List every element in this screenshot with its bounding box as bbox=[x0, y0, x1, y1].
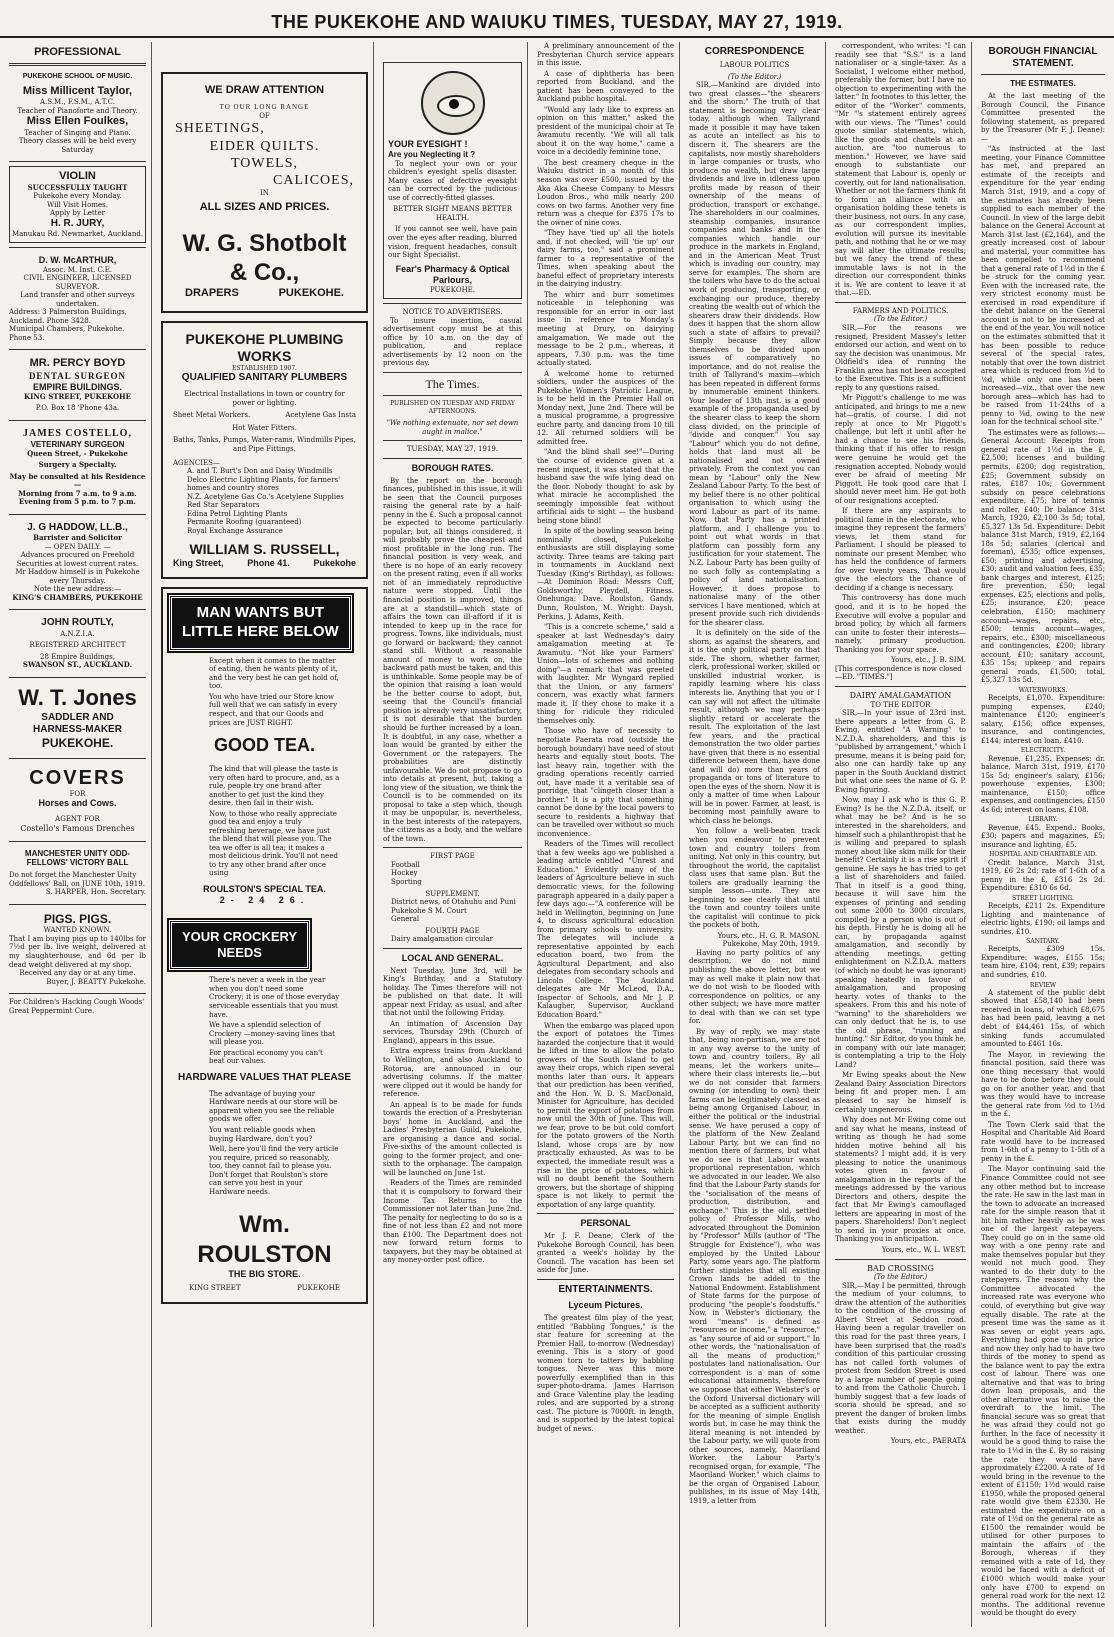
supplement-item: General bbox=[391, 915, 420, 924]
entertainments-title: ENTERTAINMENTS. bbox=[558, 1283, 653, 1295]
news-paragraph: When the embargo was placed upon the export of potatoes the Times hazarded the conjecture that it would be lifted in time to allow the potato growers of the South Island to get away their crops, which ripen several months later than ours. It appears that our prediction has been verified, and the Hon. W. D. S. MacDonald, Minister for Agriculture, has decided to permit the export of potatoes from now until the 30th of June. This will, we fear, prove to be but cold comfort for the potato growers of the North Island, whose crops are by now practically exhausted. As was to be expected, the immediate result was a rise in the price of potatoes, which will no doubt benefit the Southern growers, but the shortage of shipping space is not likely to permit the exportation of any large quantity. bbox=[537, 1021, 674, 1209]
notice-body: To insure insertion, casual advertisement copy must be at this office by 10 a.m. on the day of publication, and replace advertisements by 12 noon on the previous day. bbox=[383, 316, 522, 368]
eyesight-text: If you cannot see well, have pain over the eyes after reading, blurred vision, frequent headaches, consult our Sight Specialist. bbox=[388, 225, 517, 260]
lawyer-role: Barrister and Solicitor bbox=[33, 533, 122, 543]
vet-line: Morning from 7 a.m. to 9 a.m. bbox=[18, 488, 137, 498]
finance-subhead: HOSPITAL AND CHARITABLE AID. bbox=[989, 851, 1097, 859]
eyesight-subtitle: Are you Neglecting it ? bbox=[388, 149, 476, 159]
teacher-role: Teacher of Singing and Piano. bbox=[24, 128, 131, 137]
vet-specialty: Surgery a Specialty. bbox=[38, 460, 117, 470]
letter-paragraph: Why does not Mr Ewing come out and say what he means, instead of writing as though he had some hidden motive behind all his statements? I might add, it is very pleasing to notice the unanimous votes given in favour of amalgamation in the reports of the meetings addressed by the various Directors and others, despite the fact that Mr Ewing's camouflaged letters are appearing in most of the papers. Shareholders! Don't neglect to send in your proxies at once. Thanking you in anticipation. bbox=[835, 1116, 966, 1244]
tea-title: GOOD TEA. bbox=[213, 735, 315, 756]
supplement-item: Pukekohe S M. Court bbox=[391, 906, 467, 915]
engineer-line: Municipal Chambers, Pukekohe. Phone 53. bbox=[9, 325, 125, 342]
finance-paragraph: The Town Clerk said that the Hospital and Charitable Aid Board rate would have to be increased from 1-6th of a penny to 1-5th of a penny in the £. bbox=[981, 1120, 1105, 1163]
engineer-line: Land transfer and other surveys undertaken. bbox=[20, 291, 135, 308]
mcarthur-card bbox=[9, 252, 146, 346]
editor-note: [This correspondence is now closed —ED. "TIMES."] bbox=[835, 664, 962, 682]
drapers-item: EIDER QUILTS. bbox=[209, 138, 320, 154]
letter-paragraph: This controversy has done much good, and it is to be hoped the Executive will evolve a popular and broad policy, by which all farmers can unite to foster their interests—namely, primary production. Thanking you for your space. bbox=[835, 594, 966, 654]
roulston-town: PUKEKOHE bbox=[297, 1283, 340, 1292]
news-paragraph: Readers of the Times will recollect that a few weeks ago we published a leading article entitled "Unrest and Education." Evidently many of the leaders of Agriculture believe in such democratic views, for the following paragraph appeared in a daily paper a few days ago:—"A conference will be held in Wellington, beginning on June 4, to discuss agricultural education from primary schools to university. The delegates will include a representative appointed by each education board, two from the Agricultural Department, and also delegates from secondary schools and Lincoln College. The Auckland delegates are Mr McLeod, D.A., Inspector of Schools, and Mr J. P. Kalaugher, Supervisor, Auckland Education Board." bbox=[537, 840, 674, 1019]
engineer-line: Address: 3 Palmerston Buildings, Auckland. Phone 3428. bbox=[9, 308, 127, 325]
finance-subhead: SANITARY. bbox=[1026, 938, 1060, 946]
pigs-buyer: Buyer, J. BEATTY Pukekohe. bbox=[46, 977, 146, 986]
times-date: TUESDAY, MAY 27, 1919. bbox=[406, 445, 499, 454]
plumbing-footer bbox=[173, 558, 356, 569]
lawyer-line: Advances procured on Freehold Securities at lowest current rates. bbox=[16, 551, 139, 568]
vet-address: Queen Street, - Pukekohe bbox=[27, 448, 128, 458]
finance-paragraph: "As instructed at the last meeting, your Finance Committee has met, and prepared an estimate of the receipts and expenditure for the year ending March 31st, 1919, and a copy of the estimates has already been supplied to each member of the Council. In view of the large debit balance on the General Account at March 31st last (£2,164), and the greatly increased cost of labour and material, your committee has been compelled to recommend that a general rate of 1½d in the £ be struck for the coming year. Even with the increased rate, the very strictest economy must be exercised in road expenditure if the debit balance on the General account is not to be increased at the end of the year. You will notice on the estimates submitted that it has been possible to reduce several of the special rates, notably that over the town district area which is reduced from ½d to ⅛d, while only one has been increased—viz., that over the new borough area—which has had to be raised from 11-24ths of a penny to ⅛d, owing to the new loan for the technical school site." bbox=[981, 145, 1105, 427]
firstpage-item: Sporting bbox=[391, 878, 422, 886]
notice-title: NOTICE TO ADVERTISERS. bbox=[402, 308, 503, 317]
drapers-line: ALL SIZES AND PRICES. bbox=[199, 201, 330, 214]
rates-title: BOROUGH RATES. bbox=[411, 462, 494, 473]
manwants-line: LITTLE HERE BELOW bbox=[182, 623, 339, 641]
eyesight-ad bbox=[383, 62, 522, 299]
tea-text: Now, to those who really appreciate good tea and enjoy a truly refreshing beverage, we have just the blend that will please you. The tea we offer is all tea; it makes a most delicious drink. You'll not need to try any other brand after once using bbox=[209, 809, 338, 878]
architect-quals: A.N.Z.I.A. bbox=[60, 629, 95, 638]
firstpage-list bbox=[383, 861, 522, 887]
letter-paragraph: You follow a well-beaten track when you endeavour to prevent town and country toilers from uniting. Not only in this country, but throughout the world, the capitalist class uses that same plan. But the toilers are gradually learning the simple lesson—unite. They are beginning to see clearly that until the town and country toilers unite the capitalist will continue to pick the pockets of both. bbox=[689, 827, 820, 930]
architect-role: REGISTERED ARCHITECT bbox=[29, 641, 126, 650]
letter-to: TO THE EDITOR bbox=[870, 700, 931, 709]
lawyer-name: J. G HADDOW, LL.B., bbox=[27, 521, 128, 533]
finance-subtitle: THE ESTIMATES. bbox=[1010, 79, 1076, 89]
plumbing-line: Baths, Tanks, Pumps, Water-rams, Windmills Pipes, and Pipe Fittings. bbox=[173, 436, 356, 453]
finance-paragraph: A statement of the public debt showed that £58,140 had been received in loans, of which £8,675 has had been paid, leaving a net debt of £44,461 15s, of which sinking funds accumulated amounted to £461 16s. bbox=[981, 988, 1105, 1049]
letter-paragraph: SIR,—For the reasons we resigned, President Massey's letter endorsed our action, and went on to say the decision was unanimous. Mr Oldfield's idea of running the Franklin area has not been accepted to the Executive. This is a sufficient reply to any questions raised. bbox=[835, 324, 966, 392]
letter-heading: DAIRY AMALGAMATION bbox=[849, 690, 952, 700]
news-paragraph: The best creamery cheque in the Waiuku district in a month of this season was over £500, issued by the Aka Aka Cheese Company to Messrs Loudon Bros., who milk nearly 200 cows on two farms. Another very fine return was a cheque for £375 17s to the owner of nine cows. bbox=[537, 158, 674, 227]
news-paragraph: The whirr and burr sometimes noticeable in telephoning was responsible for an error in our last issue in reference to Monday's meeting at Drury, on dairying amalgamation. We made out the message to be 2 p.m., whereas, it appears, 7.30 p.m. was the time actually stated. bbox=[537, 290, 674, 368]
pigs-body: That I am buying pigs up to 140lbs for 7½d per lb. live weight, delivered at my slaughterhouse, and 6d per lb dead weight delivered at my shop. bbox=[9, 934, 146, 969]
correspondence-title: CORRESPONDENCE bbox=[704, 46, 805, 57]
lawyer-line: Mr Haddow himself is in Pukekohe every Thursday. bbox=[15, 568, 140, 585]
plumbing-town: Pukekohe bbox=[313, 558, 356, 569]
covers-title: COVERS bbox=[29, 766, 126, 789]
crockery-heading bbox=[169, 920, 310, 971]
plumbing-owner: WILLIAM S. RUSSELL, bbox=[189, 541, 340, 558]
saddler-line: SADDLER AND bbox=[41, 711, 114, 723]
school-note: Theory classes will be held every Saturday bbox=[18, 137, 137, 154]
letter-signature: Yours, etc., W. L. WEST. bbox=[881, 1246, 966, 1254]
manwants-line: MAN WANTS BUT bbox=[196, 604, 325, 622]
section-heading: PROFESSIONAL bbox=[34, 46, 121, 58]
boyd-card bbox=[9, 354, 146, 415]
eyesight-text: To neglect your own or your children's eyesight spells disaster. Many cases of defective eyesight can be corrected by the judicious use of correctly-fitted glasses. bbox=[388, 159, 517, 202]
covers-for: FOR bbox=[69, 789, 86, 798]
personal-title: PERSONAL bbox=[580, 1218, 631, 1229]
drapers-line: TO OUR LONG RANGE bbox=[219, 103, 310, 112]
letter-paragraph: Now, may I ask who is this G. P. Ewing? Is he the N.Z.D.A. itself, or what may he be? And is he so interested in the shareholders, and himself such a philanthropist that he is willing and prepared to splash money about like skim milk for their benefit? Certainly it is a rise spirit if genuine. He says he has tried to get a list of shareholders and failed. That in itself is a good thing, because it will save him the expenses of printing and sending out some 2000 to 3000 circulars, compiled by a person who is out of his depth. Firstly he is doing all he can, by propaganda against amalgamation, and secondly by attending meetings, getting enlightenment on N.Z.D.A. matters (of which no doubt he was ignorant) speaking heatedly in favour of amalgamation, and proposing hearty votes of thanks to the speakers. From this and his note of "warning" to the shareholders we can only deduct that he is, to use the old phrase, "running and hunting." Sir Editor, do you think he, in company with our late manager, is contemplating a trip to the Holy Land? bbox=[835, 796, 966, 1069]
dentist-name: MR. PERCY BOYD bbox=[29, 357, 126, 370]
fourthpage-item: Dairy amalgamation circular bbox=[391, 935, 493, 944]
engineer-name: D. W. McARTHUR, bbox=[38, 254, 117, 265]
architect-address: 28 Empire Buildings, bbox=[40, 652, 115, 661]
plumbing-ad bbox=[161, 321, 368, 580]
footer-ad: For Children's Hacking Cough Woods' Great Peppermint Cure. bbox=[9, 998, 145, 1015]
manwants-heading bbox=[169, 595, 352, 651]
plumbing-phone: Phone 41. bbox=[247, 558, 290, 569]
letter-to: (To the Editor.) bbox=[873, 1273, 928, 1282]
pigs-wanted: WANTED KNOWN. bbox=[43, 926, 112, 935]
finance-paragraph: Credit balance, March 31st, 1919, £6 2s 2d; rate of 1-6th of a penny in the £, £316 2s 2d. Expenditure: £310 6s 6d. bbox=[981, 858, 1105, 893]
plumbing-agencies: AGENCIES— bbox=[173, 458, 220, 467]
lawyer-line: KING'S CHAMBERS, PUKEKOHE bbox=[12, 592, 143, 602]
news-paragraph: A preliminary announcement of the Presbyterian Church service appears in this issue. bbox=[537, 42, 674, 68]
crockery-line: YOUR CROCKERY bbox=[182, 928, 298, 944]
agency-item: Permanite Roofing (guaranteed) bbox=[187, 518, 302, 527]
agency-item: Royal Exchange Assurance bbox=[187, 526, 283, 535]
letter-heading: LABOUR POLITICS bbox=[719, 61, 790, 70]
finance-paragraph: Receipts, £211 2s. Expenditure Lighting and maintenance of electric lights, £190; oil lamps and sundries, £10. bbox=[981, 901, 1105, 936]
violin-line: Pukekohe every Monday. bbox=[33, 192, 122, 201]
saddler-line: PUKEKOHE. bbox=[41, 735, 114, 750]
finance-subhead: WATERWORKS. bbox=[1018, 686, 1068, 694]
tea-special: ROULSTON'S SPECIAL TEA. bbox=[203, 883, 326, 894]
news-paragraph: "This is a concrete scheme," said a speaker at last Wednesday's dairy amalgamation meeting at Te Awamutu. "Not like your Farmers' Union—lots of schemes and nothing doing"—a remark that was greeted with laughter. Mr Wyngard replied that the Union, or any farmers' concern, was exactly what farmers made it. If they chose to make it a thing for ridicule they ridiculed themselves only. bbox=[537, 623, 674, 725]
dentist-street: KING STREET, PUKEKOHE bbox=[24, 391, 131, 401]
eye-icon bbox=[421, 71, 485, 135]
news-paragraph: "And the blind shall see!"—During the course of evidence given at a recent inquest, it was stated that the husband saw the wife lying dead on the floor. Nobody thought to ask by what miracle he accomplished the seemingly impossible feat without artificial aids to sight — the husband being stone blind! bbox=[537, 448, 674, 525]
letter-signature: Yours, etc., H. G. R. MASON. Pukekohe, May 20th, 1919. bbox=[717, 931, 820, 949]
plumbing-sub: QUALIFIED SANITARY PLUMBERS bbox=[181, 372, 348, 384]
plumbing-title: PUKEKOHE PLUMBING WORKS bbox=[185, 330, 344, 364]
plumbing-agency-list bbox=[173, 467, 356, 535]
agency-item: Edina Petrol Lighting Plants bbox=[187, 509, 288, 518]
hardware-text: You want reliable goods when buying Hardware, don't you? bbox=[209, 1126, 316, 1143]
eyesight-motto: BETTER SIGHT MEANS BETTER HEALTH. bbox=[392, 205, 513, 222]
dentist-place: EMPIRE BUILDINGS. bbox=[32, 381, 122, 392]
roulston-street: KING STREET bbox=[189, 1283, 241, 1292]
manchester-card bbox=[9, 846, 146, 900]
manwants-text: You who have tried our Store know full well that we can satisfy in every respect, and that our Goods and prices are JUST RIGHT. bbox=[209, 692, 338, 727]
letter-paragraph: Mr Piggott's challenge to me was anticipated, and brings to me a new hat—gratis, of course. I did not reply at once to Mr Piggott's challenge, but left it until after he had a chance to see his friends, thinking that if his offer to resign were genuine he would get the resignation accepted. Nobody would ever be afraid of meeting Mr Piggott. He took good care that I should never meet him. He got both of our resignations accepted. bbox=[835, 394, 966, 505]
finance-subhead: ELECTRICITY. bbox=[1020, 747, 1066, 755]
drapers-line: IN bbox=[260, 188, 269, 197]
vet-line: May be consulted at his Residence— bbox=[9, 471, 146, 490]
finance-title: BOROUGH FINANCIAL STATEMENT. bbox=[988, 46, 1098, 70]
violin-teacher: H. R. JURY, bbox=[50, 217, 105, 229]
letter-heading: BAD CROSSING bbox=[867, 1263, 934, 1273]
rates-text: By the report on the borough finances, published in this issue, it will be seen that the Council purposes raising the general rate by a half-penny in the £. Such a proposal cannot be expected to become particularly popular; but, all things considered, it will probably prove the cheapest and most profitable in the long run. The financial position is very weak, and there is no hope of an early recovery on the present rating, even if all works not of an immediately reproductive nature were stopped. Until the financial position is improved, things are at a standstill—which state of affairs the town can ill-afford if it is intended to keep up in the race for progress. Towns, like individuals, must go forward or backward; they cannot stand still. Without a reasonable amount of money to work on, the backward path must be taken, and this is unthinkable. Some people may be of the opinion that raising a loan would be the better course to adopt, but, seeing that the Council's financial position is already very unsatisfactory, it is not desirable that the burden should be further increased by a loan. It is doubtful, in any case, whether a loan would be granted by either the Government or the ratepayers. The probabilities are distinctly unfavourable. We do not propose to go into details at present, but, taking a long view of the situation, we think the Council is to be commended on its proposal to take a step which, though it may be unpopular, is, nevertheless, in the best interests of the ratepayers, the citizens as a body, and the welfare of the town. bbox=[383, 476, 522, 843]
agency-item: Delco Electric Lighting Plants, for farmers' homes and country stores bbox=[187, 475, 341, 493]
letter-paragraph: If there are any aspirants to political fame in the electorate, who imagine they represent the farmers' views, let them stand for Parliament. I should be pleased to nominate our present Member, who has held the confidence of farmers for over twenty years. That would give the electors the chance of deciding if a change is necessary. bbox=[835, 507, 966, 592]
lawyer-open: — OPEN DAILY. — bbox=[44, 542, 111, 551]
lyceum-title: Lyceum Pictures. bbox=[568, 1300, 643, 1310]
architect-name: JOHN ROUTLY, bbox=[41, 617, 114, 629]
finance-paragraph: Receipts, £309 15s. Expenditure: wages, £155 15s; team hire, £104; rent, £39; repairs and sundries, £10. bbox=[981, 945, 1105, 979]
column-editorial bbox=[378, 42, 528, 1627]
vet-line: Evening from 5 p.m. to 7 p.m. bbox=[19, 497, 136, 507]
news-paragraph: "They have 'tied up' all the hotels and, if not checked, will 'tie up' our dairy farms, too," said a prominent farmer to a representative of the Times, when speaking about the baneful effect of proprietary interests in the dairying industry. bbox=[537, 229, 674, 289]
dentist-box: P.O. Box 18 'Phone 43a. bbox=[35, 404, 120, 413]
finance-paragraph: Revenue, £45. Expend.: Books, £30; papers and magazines, £5; insurance and lighting, £5. bbox=[981, 823, 1105, 849]
drapers-item: SHEETINGS, bbox=[175, 121, 265, 137]
letter-to: (To the Editor.) bbox=[727, 72, 782, 81]
crockery-text: There's never a week in the year when you don't need some Crockery; it is one of those everyday serviceable essentials that you must have. bbox=[209, 976, 340, 1019]
finance-paragraph: The Mayor, in reviewing the financial position, said there was one thing necessary that would have to be done before they could go on for another year, and that was they would have to increase the general rate from ½d to 1½d in the £. bbox=[981, 1050, 1105, 1119]
covers-card bbox=[9, 763, 146, 837]
drapers-item: TOWELS, bbox=[230, 155, 298, 171]
local-paragraph: Extra express trains from Auckland to Wellington, and also Auckland to Rotorua, are announced in our advertising columns. If the matter were clipped out it would be handy for reference. bbox=[383, 1047, 522, 1099]
agency-item: A. and T. Burt's Don and Daisy Windmills bbox=[187, 467, 333, 476]
covers-sub: Horses and Cows. bbox=[38, 798, 117, 809]
jones-card bbox=[9, 682, 146, 754]
teacher-name: Miss Ellen Foulkes, bbox=[26, 115, 129, 128]
news-paragraph: "Would any lady like to express an opinion on this matter," asked the president of the municipal choir at Te Awamutu recently. "We will all talk about it on the way home," came a voice in a decidedly feminine tone. bbox=[537, 105, 674, 157]
news-paragraph: In spite of the bowling season being nominally closed, Pukekohe enthusiasts are still displaying some activity. Three teams are taking part in tournaments in Auckland next Tuesday (King's Birthday), as follows:—At Dominion Road: Messrs Cuff, Goldsworthy, Pleydell, Fitness. Onehunga: Dave. Roulston, Gandy, Dunn, Roulston, M. Wright: Daysh, Perkins, J. Adams, Keith. bbox=[537, 527, 674, 621]
supplement-list bbox=[383, 898, 522, 924]
violin-card bbox=[9, 166, 146, 242]
column-ads bbox=[156, 42, 374, 1627]
plumbing-street: King Street, bbox=[173, 558, 224, 569]
violin-line: Apply by Letter bbox=[49, 209, 105, 218]
covers-agent: AGENT FOR bbox=[55, 815, 100, 824]
agency-item: Red Star Separators bbox=[187, 501, 260, 510]
eyesight-title: YOUR EYESIGHT ! bbox=[388, 139, 468, 149]
plumbing-line: Electrical Installations in town or country for power or lighting. bbox=[184, 390, 345, 407]
entertainments-text: The greatest film play of the year, entitled "Babbling Tongues," is the star feature for screening at the Premier Hall, to-morrow (Wednesday) evening. This is a story of good women torn to tatters by babbling tongues. Never was this more powerfully exemplified than in this super-photo-drama. James Harrison and Grace Valentine play the leading roles, and are supported by a strong cast. The picture is 7000ft. in length, and is supported by the latest topical budget of news. bbox=[537, 1313, 674, 1433]
times-motto: "We nothing extenuate, nor set down aught in malice." bbox=[386, 419, 519, 436]
letter-paragraph: SIR,—In your issue of 23rd inst. there appears a letter from G. P. Ewing, entitled "A Warning" to N.Z.D.A. shareholders, and this is "published by arrangement," which I presume, means it is being paid for; also one can hardly take up any paper in the South Auckland district but what one sees the name of G. P. Ewing figuring. bbox=[835, 709, 966, 794]
pharmacy-name: Fear's Pharmacy & Optical Parlours, bbox=[395, 263, 510, 285]
column-finance bbox=[976, 42, 1110, 1627]
column-letters bbox=[830, 42, 972, 1627]
hardware-text: The advantage of buying your Hardware needs at our store will be apparent when you see the reliable goods we offer. bbox=[209, 1089, 338, 1124]
shotbolt-place: PUKEKOHE. bbox=[278, 287, 344, 300]
editor-reply: By way of reply, we may state that, being non-partisan, we are not in any way averse to the unity of town and country toilers. By all means, let the workers unite—where their class interests lie,—but we do not consider that farmers owning (or intending to own) their farms can be legitimately classed as being among Organised Labour, in either the political or the industrial sense. We have perused a copy of the platform of the New Zealand Labour Party, but we can find no mention there of farmers, but what we do see is that Labour wants proportional representation, which we advocated in our leader. We also find that the Labour Party stands for the "socialisation of the means of production, distribution, and exchange." This is the old, settled policy of Professor Mills, who advocated throughout the Dominion by "Professor" Mills (author of "The Struggle for Existence"), who was employed by the United Labour Party, some years ago. The platform further stipulates that all existing Crown lands be added to the National Endowment. Establishment of State farms for the purpose of producing "the people's foodstuffs." Now, in Webster's dictionary, the word "means" is defined as "resources or income," a "resource," as "any source of aid or support." In other words, the "nationalisation of all the means of production," postulates land nationalisation. Our correspondent is a man of some educational attainments, therefore we suppose that either Webster's or the Oxford Universal dictionary will be accepted as a sufficient authority for the meaning of simple English words but, in case he may think the literal meaning is not intended by the Labour party, we will quote from other sources, namely, Maoriland Worker, the Labour Party's recognised organ, for example, "The Maoriland Worker," which claims to be the organ of Organised Labour, publishes, in its issue of May 14th, 1919, a letter from bbox=[689, 1027, 820, 1505]
violin-title: VIOLIN bbox=[59, 170, 96, 183]
local-paragraph: An appeal is to be made for funds towards the erection of a Presbyterian boys' home in Auckland, and the Ladies' Presbyterian Guild, Pukekohe, are organising a dance and social. Five-sixths of the amount collected is going to the former project, and one-sixth to the orphanage. The campaign will be launched on June 1st. bbox=[383, 1100, 522, 1177]
shotbolt-name: W. G. Shotbolt & Co., bbox=[182, 229, 347, 286]
engineer-quals: Assoc. M. Inst. C.E. bbox=[42, 265, 113, 274]
crockery-text: We have a splendid selection of Crockery —money-saving lines that will please you. bbox=[209, 1021, 335, 1047]
haddow-card bbox=[9, 519, 146, 605]
teacher-name: Miss Millicent Taylor, bbox=[22, 84, 133, 97]
fourthpage-title: FOURTH PAGE bbox=[425, 926, 480, 935]
editor-reply: Having no party politics of any description, we do not mind publishing the above letter, but we may as well make it plain now that we do not wish to be flooded with correspondence on politics, or any other subject; we have more matter to deal with than we can set type for. bbox=[689, 948, 820, 1026]
shotbolt-role: DRAPERS bbox=[185, 287, 239, 300]
column-news bbox=[532, 42, 680, 1627]
fourthpage-list bbox=[383, 935, 522, 944]
engineer-role: CIVIL ENGINEER, LICENSED SURVEYOR. bbox=[23, 274, 132, 291]
firstpage-title: FIRST PAGE bbox=[430, 852, 475, 861]
supplement-title: SUPPLEMENT. bbox=[425, 889, 480, 898]
news-paragraph: A case of diphtheria has been reported from Buckland, and the patient has been conveyed to the Auckland public hospital. bbox=[537, 69, 674, 104]
letter-signature: Yours, etc., PAERATA bbox=[890, 1437, 966, 1446]
vet-name: JAMES COSTELLO, bbox=[23, 427, 132, 439]
finance-paragraph: At the last meeting of the Borough Council, the Finance Committee presented the following statement, as prepared by the Treasurer (Mr F. J. Deane):— bbox=[981, 92, 1105, 143]
firstpage-item: Hockey bbox=[391, 869, 418, 878]
firstpage-item: Football bbox=[391, 860, 420, 869]
violin-line: SUCCESSFULLY TAUGHT bbox=[27, 182, 128, 192]
plumbing-est: ESTABLISHED 1907. bbox=[232, 364, 297, 372]
letter-signature: Yours, etc., J. B. SIM. bbox=[891, 656, 966, 665]
vet-role: VETERINARY SURGEON bbox=[30, 440, 125, 449]
architect-city: SWANSON ST., AUCKLAND. bbox=[22, 660, 133, 670]
pigs-received: Received any day or at any time. bbox=[19, 969, 136, 978]
pigs-title: PIGS. PIGS. bbox=[43, 911, 112, 926]
hardware-title: HARDWARE VALUES THAT PLEASE bbox=[178, 1071, 351, 1083]
drapers-line: WE DRAW ATTENTION bbox=[204, 84, 325, 96]
finance-paragraph: Revenue, £1,235. Expenses: dr. balance, March 31st, 1919, £170 15s 5d; engineer's salary, £156; powerhouse expenses, £300; maintenance, £150; office expenses, and contingencies, £150 4s 6d; interest on loans, £108. bbox=[981, 754, 1105, 814]
supplement-item: District news, of Otahuhu and Puni bbox=[391, 898, 516, 907]
pigs-card bbox=[9, 909, 146, 989]
local-title: LOCAL AND GENERAL. bbox=[401, 952, 504, 963]
finance-subhead: REVIEW bbox=[1029, 981, 1057, 989]
agency-item: N.Z. Acetylene Gas Co.'s Acetylene Supplies bbox=[187, 492, 344, 501]
local-paragraph: An intimation of Ascension Day services, Thursday 29th (Church of England), appears in this issue. bbox=[383, 1019, 522, 1045]
local-paragraph: Readers of the Times are reminded that it is compulsory to forward their Income Tax Returns to the Commissioner not later than June 2nd. The penalty for neglecting to do so is a fine of not less than £2 and not more than £100. The Department does not now forward return forms to taxpayers, but they may be obtained at any money-order post office. bbox=[383, 1179, 522, 1265]
letter-paragraph: correspondent, who writes: "I can readily see that "S.S." is a land nationaliser or a single-taxer. As a Socialist, I welcome either method, preferably the former, but I have no objection to experimenting with the latter." In footnotes to this letter, the editor of the "Worker" comments, "Mr "'s statement entirely agrees with our views. The "Times" could quote similar statements, which, like the goods and chattels at an auction, are "too numerous to mention." However, we have said enough to substantiate our statement that Labour is, openly or covertly, out for land nationalisation. Whether or not the farmers think fit to form an alliance with an organisation holding these tenets is their business, not ours. In any case, as our correspondent implies, evolution will pursue its inevitable path, and nothing that he or we may say will alter the ultimate results; but we fancy the trend of these immutable laws is not in the direction our correspondent thinks it is. We are content to leave it at that.—ED. bbox=[835, 42, 966, 298]
costello-card bbox=[9, 425, 146, 510]
column-professional bbox=[4, 42, 152, 1627]
times-pub: PUBLISHED ON TUESDAY AND FRIDAY AFTERNOONS. bbox=[390, 400, 515, 415]
pharmacy-town: PUKEKOHE. bbox=[429, 285, 476, 294]
finance-subhead: STREET LIGHTING. bbox=[1012, 894, 1074, 902]
crockery-line: NEEDS bbox=[217, 945, 262, 961]
drapers-ad bbox=[161, 72, 368, 313]
manwants-text: Except when it comes to the matter of eating, then he wants plenty of it, and the very best he can get hold of, too. bbox=[209, 656, 339, 691]
column-correspondence bbox=[684, 42, 826, 1627]
hardware-text: Well, here you'll find the very article you require, priced so reasonably, too, they cannot fail to please you. Don't forget that Roulston's store can serve you best in your Hardware needs. bbox=[209, 1145, 339, 1196]
ball-signature: S. HARPER, Hon. Secretary. bbox=[45, 888, 146, 897]
news-paragraph: Those who have of necessity to negotiate Paerata road (outside the borough boundary) have need of stout hearts and equally stout boots. The last heavy rain, together with the grading operations recently carried out, have made it a veritable sea of porridge, that "clingeth closer than a brother." It is a pity that something cannot be done by the local powers to secure to residents a highway that can be travelled over without so much inconvenience. bbox=[537, 727, 674, 838]
finance-paragraph: The Mayor continuing said the Finance Committee could not see any other method but to increase the rate. He saw in the last man in the town to advocate an increased rate for the simple reason that it hit him rather heavily as he was one of the largest ratepayers. They could go on in the same old way with a one penny rate and make themselves popular but they would not much good. They wanted to do their duty to the ratepayers. The reason why the Committee advocated the increased rate was everyone who could, of everything but give way equally disable. The rate at the present time was the same as it was seven or eight years ago. Everything had gone up in price and now they only had to have two thirds of the money to spend as the balance went to pay the extra cost of labour. There was one alternative and that was to bring down loan proposals, and the other alternative was to raise the overdraft to the limit. The financial secure was so great that he was afraid they could not go further. In the face of necessity it would be a good thing to raise the rate to 1½d in the £. By so raising the rate they would have approximately £2200. A rate of 1d would bring in the revenue to the extent of £1150; 1½d would raise £1950, while the proposed general rate would give them £2330. He estimated the expenditure on a rate of 1½d on the general rate as £1500 the remainder would be utilised for other purposes to maintain the affairs of the Borough, whereas if they remained with a rate of 1d, they would be faced with a deficit of £1000 which would make your only have £700 to expend on general road work for the next 12 months. The additional revenue would be thought do every bbox=[981, 1165, 1105, 1618]
teacher-role: Teacher of Pianoforte and Theory. bbox=[17, 106, 138, 115]
violin-line: Will Visit Homes. bbox=[47, 200, 108, 209]
drapers-item: CALICOES, bbox=[273, 172, 354, 188]
letter-paragraph: SIR,—Mankind are divided into two great classes—"the shearers and the shorn." The truth of that statement is becoming very clear today, although when Tallyrand made it possible it may have taken as acute an intellect as his to discern it. The shearers are the capitalists, now mostly shareholders in large companies or trusts, who produce no wealth, but draw large dividends and live in idleness upon profits made by reason of their ownership of the means of production, transport or exchange. The shareholders in our coalmines, steamship companies, insurance companies and banks and in the companies which handle our produce in the markets in England, and in the American Meat Trust which is invading our country, may serve for examples. The shorn are the toilers who have to do the actual work of producing, transporting, or exchanging our produce, thereby creating the wealth out of which the shearers draw their dividends. How does it happen that the shorn allow such a state of affairs to prevail? Simply because they allow themselves to be divided upon issues of comparatively no importance, and do not realise the truth of Tallyrand's maxim—which has been repeated in different forms by innumerable eminent thinkers. Your leader of 13th inst. is a good example of the propaganda used by the shearer class to keep the shorn class divided, on the principle of "divide and conquer." You say "Labour" which you do not define, holds that land must all be nationalised and not owned privately. From the context you can mean by "Labour" only the New Zealand Labour Party. To the best of my belief there is no other political organisation to which using the word Labour as part of its name. Now, that Party has a printed platform, and I challenge you to point out what words in that platform can possibly form any justification for your statement. The N.Z. Labour Party has been guilty of no such folly as contemplating a policy of land nationalisation. However, it does propose to nationalise many of the other services I have mentioned, which at present provide such rich dividends for the shearer class. bbox=[689, 81, 820, 627]
tea-text: The kind that will please the taste is very often hard to procure, and, as a rule, people try one brand after another to get just the kind they desire, then fail in their wish. bbox=[209, 765, 340, 808]
local-paragraph: Next Tuesday, June 3rd, will be King's Birthday, and a Statutory holiday. The Times therefore will not be published on that date. It will appear next Friday, as usual, and after that not until the following Friday. bbox=[383, 966, 522, 1018]
ball-title: MANCHESTER UNITY ODD-FELLOWS' VICTORY BALL bbox=[24, 848, 131, 868]
letter-paragraph: SIR,—May I be permitted, through the medium of your columns, to draw the attention of the authorities to the condition of the crossing of Albert Street at Seddon road. Having been a regular traveller on this road for the past three years, I have been surprised that the road's condition of this particular crossing has not called forth volumes of protest from Seddon Street is used by a large number of people going to and from the Catholic Church. I humbly suggest that a few loads of scoria should be spread, and so prevent the danger of broken limbs that exists during the muddy weather. bbox=[835, 1281, 966, 1435]
times-title: The Times. bbox=[425, 376, 480, 391]
roulston-footer bbox=[169, 1280, 360, 1297]
drapers-line: OF bbox=[259, 111, 270, 120]
plumbing-line: Sheet Metal Workers. bbox=[173, 411, 251, 420]
personal-text: Mr J. F. Deane, Clerk of the Pukekohe Borough Council, has been granted a week's holiday by the Council. The vacation has been set aside for June. bbox=[537, 1232, 674, 1275]
plumbing-line: Acetylene Gas Insta bbox=[285, 411, 356, 420]
saddler-line: HARNESS-MAKER bbox=[33, 723, 122, 735]
music-school-card bbox=[9, 70, 146, 157]
letter-to: (To the Editor.) bbox=[873, 315, 928, 324]
letter-heading: FARMERS AND POLITICS. bbox=[852, 306, 949, 315]
letter-paragraph: Mr Ewing speaks about the New Zealand Dairy Association Directors being fit and proper men. I am pleased to say he himself is certainly ungenerous. bbox=[835, 1071, 966, 1114]
roulston-ad bbox=[161, 587, 368, 1304]
covers-brand: Costello's Famous Drenches bbox=[20, 823, 135, 833]
finance-subhead: LIBRARY. bbox=[1028, 816, 1058, 824]
school-name: PUKEKOHE SCHOOL OF MUSIC. bbox=[22, 73, 133, 81]
dentist-role: DENTAL SURGEON bbox=[28, 370, 127, 381]
plumbing-row bbox=[173, 411, 356, 420]
ball-body: Do not forget the Manchester Unity Oddfellows' Ball, on JUNE 10th, 1919. bbox=[9, 871, 145, 888]
letter-paragraph: It is definitely on the side of the shorn, as against the shearers, and it is the only political party on that side. The shorn, whether farmer, clerk, professional worker, skilled or unskilled industrial worker, is rapidly learning where his class interests lie. Anything that you or I can say will not affect the ultimate result, although we may perhaps slightly retard or accelerate the result. The exploitation of the last few years, and the practical demonstration the two older parties have given that there is no essential difference between them, have done (and will do) more than years of propaganda or tons of literature to open the eyes of the shorn. Now it is only a matter of time when Labour will be in power. Farmer, at least, is becoming most painfully aware to which class he belongs. bbox=[689, 629, 820, 825]
tea-prices: 2- 24 26. bbox=[219, 894, 310, 905]
plumbing-line: Hot Water Fitters. bbox=[232, 423, 297, 432]
shotbolt-footer bbox=[175, 287, 354, 300]
teacher-quals: A.S.M., F.S.M., A.T.C. bbox=[40, 98, 115, 107]
finance-paragraph: Receipts, £1,070. Expenditure: pumping expenses, £240; maintenance £120; engineer's salary, £156; office expenses, insurance, and contingencies, £144; interest on loan, £410. bbox=[981, 694, 1105, 745]
finance-paragraph: The estimates were as follows:— General Account: Receipts from general rate of 1½d in the £, £2,500; licenses and building permits, £200; dog registration, £25; Government subsidy on rates, £187 10s; Government subsidy on peace celebrations expenditure, £75; hire of tennis and roller, £40; Dr balance 31st March, 1920, £2,100 3s 5d; total, £5,327 13s 5d. Expenditure: Debit balance 31st March, 1919, £2,164 18s 5d; salaries (clerical and foreman), £535; office expenses, £50; printing and advertising, £30; audit and valuation fees, £35; bank charges and interest, £125; fire prevention, £50; legal expenses, £25; elections and polls, £25; insurance, £20; peace celebration, £150; machinery account—wages, repairs, etc., £500; tennis account—wages, repairs, etc., £300; miscellaneous and contingencies, £200; library account, £10; sanitary account, £35 15s; upkeep and repairs general roads, £1,500; total, £5,327 13s 5d. bbox=[981, 428, 1105, 685]
violin-address: Manukau Rd. Newmarket, Auckland. bbox=[11, 230, 144, 239]
masthead: THE PUKEKOHE AND WAIUKU TIMES, TUESDAY, MAY 27, 1919. bbox=[0, 0, 1114, 38]
roulston-sub: THE BIG STORE. bbox=[228, 1268, 301, 1279]
news-paragraph: A welcome home to returned soldiers, under the auspices of the Pukekohe Women's Patriotic League, is to be held in the Premier Hall on Monday next, June 2nd. There will be a musical programme, a progressive euchre party, and dancing from 10 till 12. All returned soldiers will be admitted free. bbox=[537, 369, 674, 446]
saddler-name: W. T. Jones bbox=[18, 684, 137, 710]
crockery-text: For practical economy you can't beat our values. bbox=[209, 1048, 323, 1066]
routly-card bbox=[9, 614, 146, 672]
lawyer-line: Note the new address:— bbox=[33, 585, 122, 594]
roulston-name: Wm. ROULSTON bbox=[197, 1211, 332, 1268]
